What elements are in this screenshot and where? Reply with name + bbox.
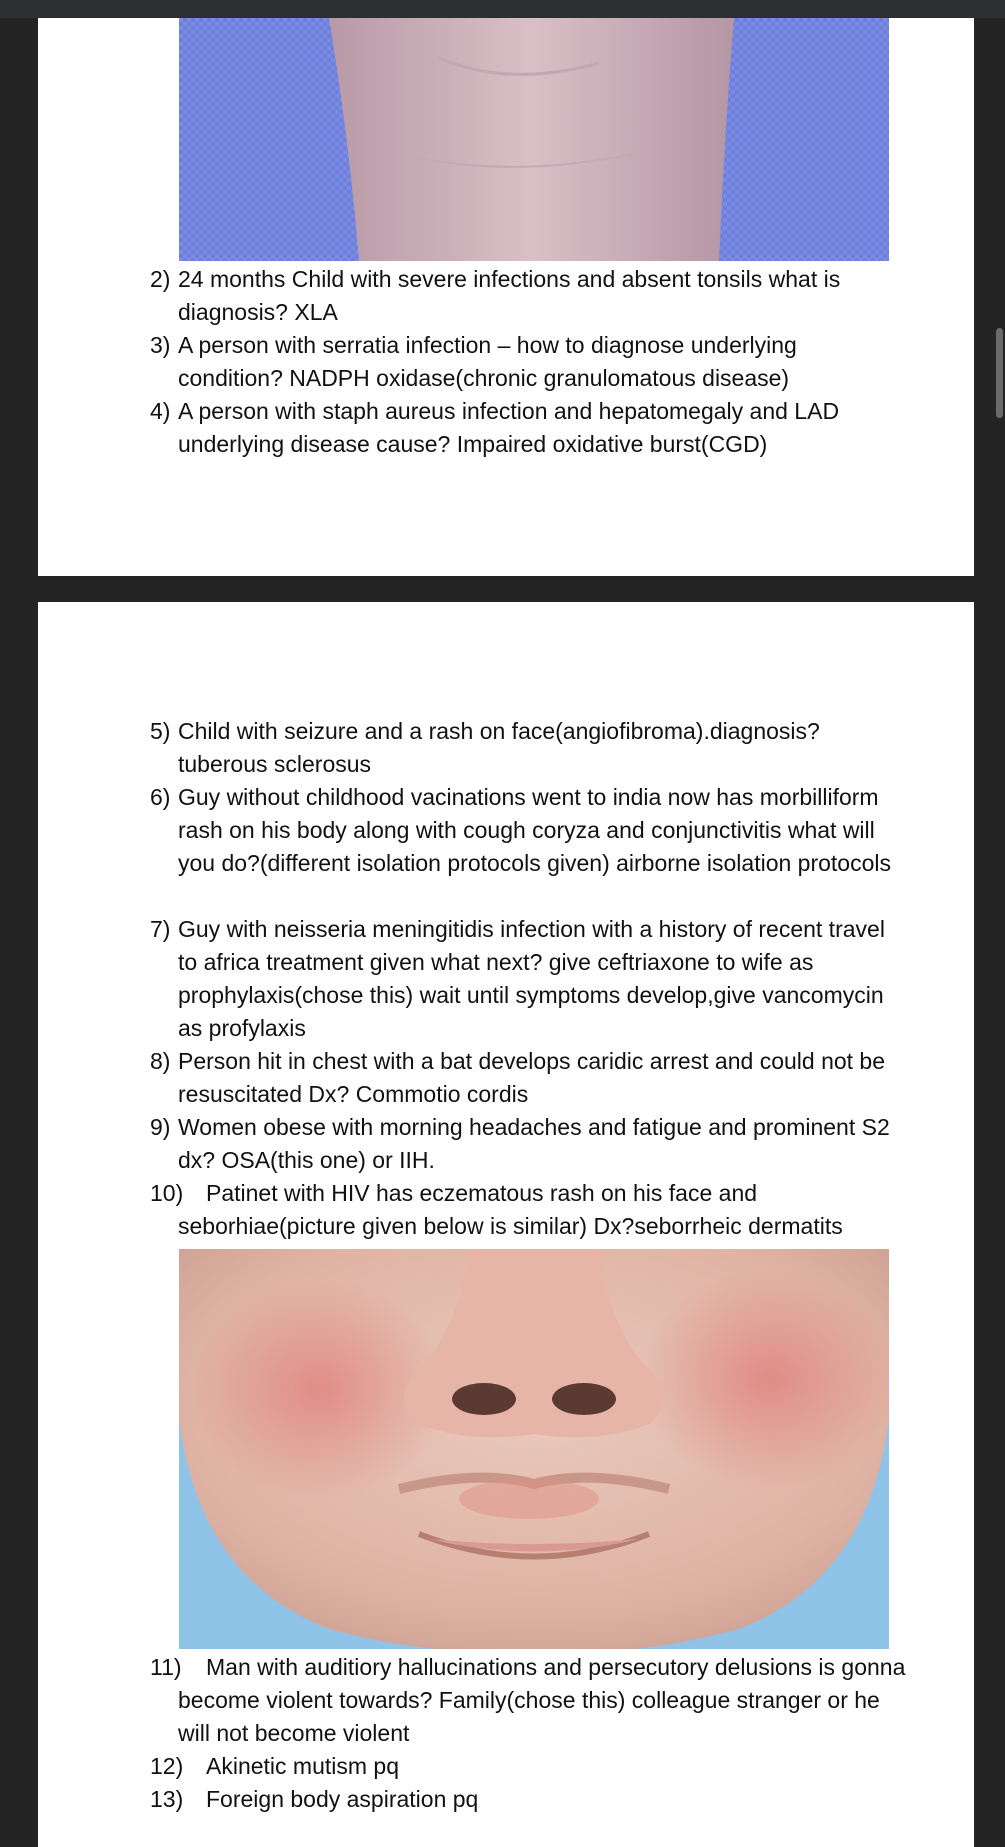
item-text: Guy without childhood vacinations went to india now has morbilliform rash on his body along with cough coryza and conjunctivitis what will you do?(different isolation protocols given) airborne isolation protocols xyxy=(178,784,891,876)
item-text: Foreign body aspiration pq xyxy=(206,1786,479,1812)
neck-photo-image xyxy=(179,18,889,261)
item-text: Person hit in chest with a bat develops caridic arrest and could not be resuscitated Dx? Commotio cordis xyxy=(178,1048,886,1107)
item-number: 10) xyxy=(150,1180,184,1206)
seborrheic-dermatitis-photo-image xyxy=(179,1249,889,1649)
item-number: 3) xyxy=(150,332,171,358)
item-number: 6) xyxy=(150,784,171,810)
item-text: Man with auditiory hallucinations and persecutory delusions is gonna become violent towards? Family(chose this) colleague stranger or he will not become violent xyxy=(178,1654,906,1746)
document-page-1 xyxy=(38,18,974,576)
scrollbar-thumb[interactable] xyxy=(996,328,1003,418)
item-text: Patinet with HIV has eczematous rash on his face and seborhiae(picture given below is similar) Dx?seborrheic dermatits xyxy=(178,1180,843,1239)
item-text: Guy with neisseria meningitidis infection with a history of recent travel to africa treatment given what next? give ceftriaxone to wife as prophylaxis(chose this) wait until symptoms develop,give vancomycin as profylaxis xyxy=(178,916,885,1041)
item-text: Akinetic mutism pq xyxy=(206,1753,400,1779)
item-text: A person with serratia infection – how to diagnose underlying condition? NADPH oxidase(chronic granulomatous disease) xyxy=(178,332,797,391)
item-text: A person with staph aureus infection and hepatomegaly and LAD underlying disease cause? Impaired oxidative burst(CGD) xyxy=(178,398,840,457)
item-number: 5) xyxy=(150,718,171,744)
item-number: 4) xyxy=(150,398,171,424)
item-number: 11) xyxy=(150,1654,182,1680)
document-page-2 xyxy=(38,602,974,1847)
viewer-top-bar xyxy=(0,0,1005,18)
item-text: Women obese with morning headaches and fatigue and prominent S2 dx? OSA(this one) or IIH. xyxy=(178,1114,890,1173)
item-number: 13) xyxy=(150,1786,184,1812)
item-text: Child with seizure and a rash on face(angiofibroma).diagnosis? tuberous sclerosus xyxy=(178,718,820,777)
item-number: 8) xyxy=(150,1048,171,1074)
item-number: 2) xyxy=(150,266,171,292)
item-text: 24 months Child with severe infections and absent tonsils what is diagnosis? XLA xyxy=(178,266,841,325)
item-number: 9) xyxy=(150,1114,171,1140)
item-number: 7) xyxy=(150,916,171,942)
item-number: 12) xyxy=(150,1753,184,1779)
